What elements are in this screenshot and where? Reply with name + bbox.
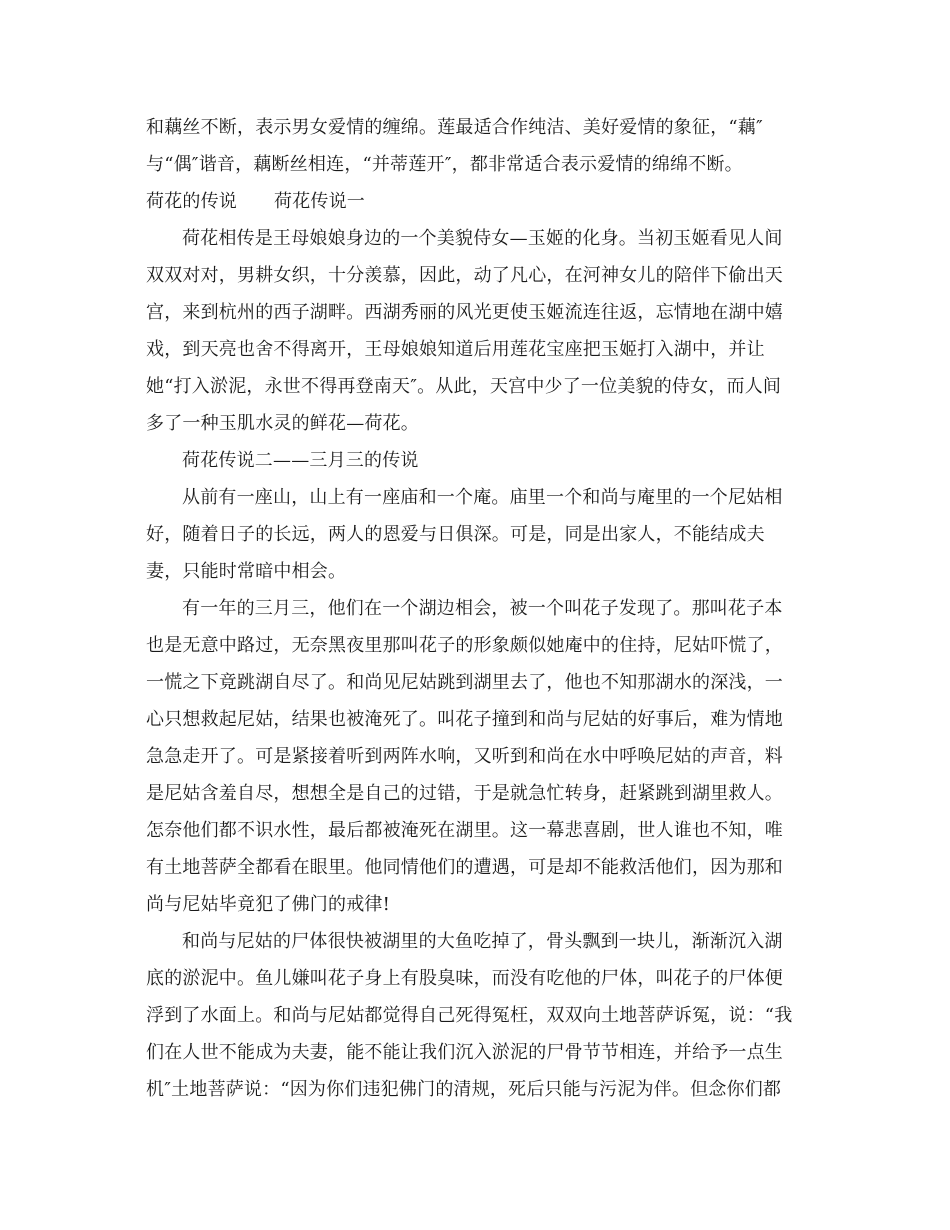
text-line: 底的淤泥中。鱼儿嫌叫花子身上有股臭味，而没有吃他的尸体，叫花子的尸体便	[146, 968, 783, 989]
text-line: 与“偶″谐音，藕断丝相连，“并蒂莲开″，都非常适合表示爱情的绵绵不断。	[146, 154, 743, 175]
paragraph-first-line: 荷花相传是王母娘娘身边的一个美貌侍女—玉姬的化身。当初玉姬看见人间	[182, 228, 783, 249]
subsection-heading: 荷花传说二——三月三的传说	[182, 450, 419, 471]
text-line: 怎奈他们都不识水性，最后都被淹死在湖里。这一幕悲喜剧，世人谁也不知，唯	[146, 820, 783, 841]
text-line: 心只想救起尼姑，结果也被淹死了。叫花子撞到和尚与尼姑的好事后，难为情地	[146, 709, 783, 730]
text-line: 机″土地菩萨说：“因为你们违犯佛门的清规，死后只能与污泥为伴。但念你们都	[146, 1079, 782, 1100]
text-line: 妻，只能时常暗中相会。	[146, 561, 347, 582]
paragraph-first-line: 和尚与尼姑的尸体很快被湖里的大鱼吃掉了，骨头飘到一块儿，渐渐沉入湖	[182, 931, 783, 952]
text-line: 多了一种玉肌水灵的鲜花—荷花。	[146, 413, 419, 434]
subsection-heading: 荷花传说一	[274, 191, 365, 212]
text-line: 们在人世不能成为夫妻，能不能让我们沉入淤泥的尸骨节节相连，并给予一点生	[146, 1042, 783, 1063]
text-line: 有土地菩萨全都看在眼里。他同情他们的遭遇，可是却不能救活他们，因为那和	[146, 857, 783, 878]
paragraph-first-line: 从前有一座山，山上有一座庙和一个庵。庙里一个和尚与庵里的一个尼姑相	[182, 487, 783, 508]
text-line: 一慌之下竟跳湖自尽了。和尚见尼姑跳到湖里去了，他也不知那湖水的深浅，一	[146, 672, 783, 693]
text-line: 尚与尼姑毕竟犯了佛门的戒律!	[146, 894, 391, 915]
text-line: 双双对对，男耕女织，十分羡慕，因此，动了凡心，在河神女儿的陪伴下偷出天	[146, 265, 783, 286]
text-line: 和藕丝不断，表示男女爱情的缠绵。莲最适合作纯洁、美好爱情的象征，“藕″	[146, 117, 763, 138]
text-line: 浮到了水面上。和尚与尼姑都觉得自己死得冤枉，双双向土地菩萨诉冤，说：“我	[146, 1005, 793, 1026]
text-line: 急急走开了。可是紧接着听到两阵水响，又听到和尚在水中呼唤尼姑的声音，料	[146, 746, 783, 767]
text-line: 戏，到天亮也舍不得离开，王母娘娘知道后用莲花宝座把玉姬打入湖中，并让	[146, 339, 765, 360]
paragraph-first-line: 有一年的三月三，他们在一个湖边相会，被一个叫花子发现了。那叫花子本	[182, 598, 783, 619]
text-line: 也是无意中路过，无奈黑夜里那叫花子的形象颇似她庵中的住持，尼姑吓慌了，	[146, 635, 783, 656]
text-line: 好，随着日子的长远，两人的恩爱与日俱深。可是，同是出家人，不能结成夫	[146, 524, 765, 545]
text-line: 是尼姑含羞自尽，想想全是自己的过错，于是就急忙转身，赶紧跳到湖里救人。	[146, 783, 783, 804]
text-line: 宫，来到杭州的西子湖畔。西湖秀丽的风光更使玉姬流连往返，忘情地在湖中嬉	[146, 302, 783, 323]
section-heading: 荷花的传说	[146, 191, 237, 212]
text-line: 她“打入淤泥，永世不得再登南天″。从此，天宫中少了一位美貌的侍女，而人间	[146, 376, 782, 397]
